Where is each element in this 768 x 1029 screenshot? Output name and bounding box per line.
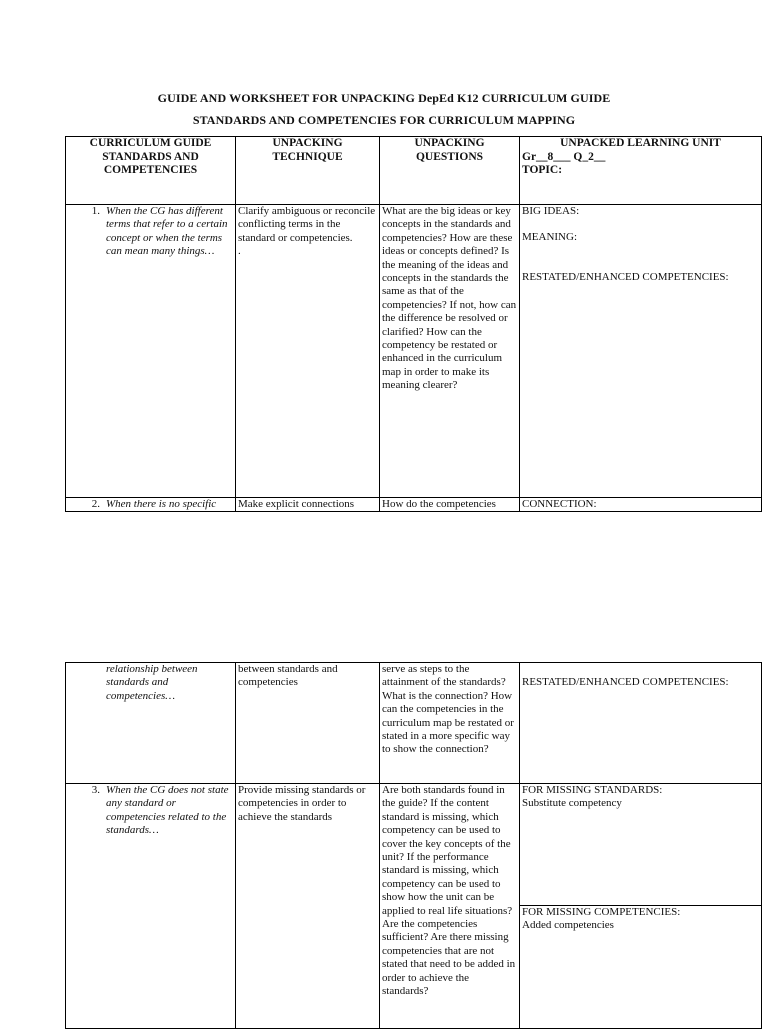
worksheet-table-page2 bbox=[65, 662, 762, 1029]
row2-cg-case-part1 bbox=[66, 498, 236, 512]
missing-standards-box bbox=[522, 784, 759, 905]
topic-field: TOPIC: bbox=[522, 164, 563, 176]
row3-technique: Provide missing standards or competencies in order to achieve the standards bbox=[236, 784, 380, 1029]
grade-quarter-field: Gr__8___ Q_2__ bbox=[522, 150, 606, 163]
document-title: GUIDE AND WORKSHEET FOR UNPACKING DepEd K12 CURRICULUM GUIDE bbox=[157, 91, 611, 105]
missing-standards-label: FOR MISSING STANDARDS: bbox=[522, 784, 663, 796]
row2-technique-part2: between standards and competencies bbox=[236, 663, 380, 784]
row2-technique-part1: Make explicit connections bbox=[236, 498, 380, 512]
table-row bbox=[66, 498, 762, 512]
table-row bbox=[66, 205, 762, 498]
big-ideas-label: BIG IDEAS: bbox=[522, 205, 580, 217]
row1-number: 1. bbox=[91, 205, 100, 217]
meaning-label: MEANING: bbox=[522, 231, 577, 244]
document-subtitle: STANDARDS AND COMPETENCIES FOR CURRICULUM MAPPING bbox=[192, 113, 576, 127]
table-row bbox=[66, 663, 762, 784]
row2-questions-part1: How do the competencies bbox=[380, 498, 520, 512]
row2-case-text-part1: When there is no specific bbox=[106, 498, 217, 510]
row3-cg-case bbox=[66, 784, 236, 1029]
row2-case-text-part2: relationship between standards and competencies… bbox=[106, 663, 198, 702]
row2-number: 2. bbox=[91, 498, 100, 510]
header-row bbox=[66, 137, 762, 205]
worksheet-table-page1 bbox=[65, 136, 762, 512]
table-row bbox=[66, 784, 762, 1029]
row3-case-text: When the CG does not state any standard or competencies related to the standards… bbox=[106, 784, 229, 837]
row1-technique-text: Clarify ambiguous or reconcile conflicting terms in the standard or competencies. bbox=[238, 205, 376, 244]
row1-case-text: When the CG has different terms that refer to a certain concept or when the terms can mean many things… bbox=[106, 205, 228, 258]
header-learning-unit bbox=[520, 137, 762, 205]
header-cg-standards: CURRICULUM GUIDE STANDARDS AND COMPETENCIES bbox=[66, 137, 236, 205]
restated-competencies-label: RESTATED/ENHANCED COMPETENCIES: bbox=[522, 270, 729, 283]
missing-competencies-box bbox=[520, 905, 761, 933]
row3-number: 3. bbox=[91, 784, 100, 796]
row3-questions: Are both standards found in the guide? If the content standard is missing, which competency can be used to cover the key concepts of the unit? If the performance standard is missing, which competency can be used to show how the unit can be applied to real life situations? Are the competencies sufficient? Are there missing competencies that are not stated that need to be added in order to achieve the standards? bbox=[380, 784, 520, 1029]
row2-cg-case-part2 bbox=[66, 663, 236, 784]
row2-restated-label: RESTATED/ENHANCED COMPETENCIES: bbox=[522, 676, 729, 688]
row3-unit bbox=[520, 784, 762, 1029]
row2-unit-part1: CONNECTION: bbox=[520, 498, 762, 512]
row2-unit-part2 bbox=[520, 663, 762, 784]
row1-technique-note: . bbox=[238, 245, 241, 258]
missing-competencies-value: Added competencies bbox=[522, 919, 614, 932]
header-learning-unit-title: UNPACKED LEARNING UNIT bbox=[560, 137, 721, 149]
row1-cg-case bbox=[66, 205, 236, 498]
missing-competencies-label: FOR MISSING COMPETENCIES: bbox=[522, 906, 681, 918]
missing-standards-value: Substitute competency bbox=[522, 797, 622, 810]
row1-technique bbox=[236, 205, 380, 498]
row1-questions: What are the big ideas or key concepts in the standards and competencies? How are these ideas or concepts defined? Is the meaning of the ideas and concepts in the standards the same as that of the competencies? If not, how can the difference be resolved or clarified? How can the competency be restated or enhanced in the curriculum map in order to make its meaning clearer? bbox=[380, 205, 520, 498]
header-questions: UNPACKING QUESTIONS bbox=[380, 137, 520, 205]
header-technique: UNPACKING TECHNIQUE bbox=[236, 137, 380, 205]
row2-questions-part2: serve as steps to the attainment of the standards? What is the connection? How can the competencies in the curriculum map be restated or stated in a more specific way to show the connection? bbox=[380, 663, 520, 784]
row1-unit bbox=[520, 205, 762, 498]
